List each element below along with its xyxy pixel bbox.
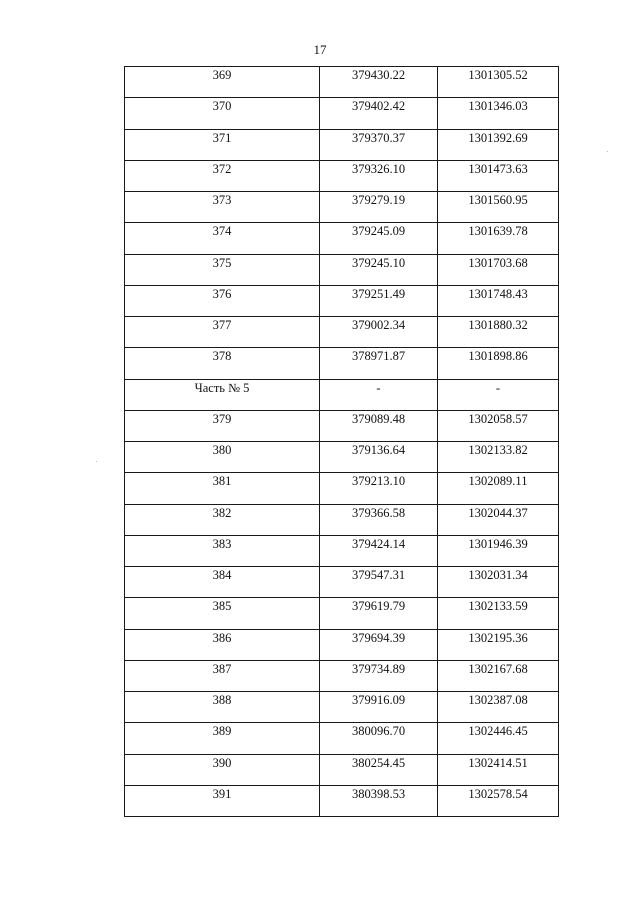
point-number-cell [125,754,320,785]
cell-text: 1301880.32 [468,318,528,332]
point-number-cell [125,348,320,379]
x-coordinate-cell [320,504,438,535]
table-row [125,567,559,598]
cell-text: 379430.22 [351,68,406,82]
table-row [125,785,559,816]
cell-text: 379 [212,411,232,426]
x-coordinate-cell [320,473,438,504]
point-number-cell [125,629,320,660]
cell-text: 1302167.68 [468,661,528,676]
point-number-cell [125,410,320,441]
cell-text: 1301946.39 [468,536,528,551]
cell-text: 379916.09 [351,693,406,707]
y-coordinate-cell [438,567,559,598]
point-number-cell [125,442,320,473]
cell-text: 1302058.57 [468,411,528,426]
cell-text: 379402.42 [351,99,406,114]
y-coordinate-cell [438,98,559,129]
cell-text: 385 [212,599,232,614]
point-number-cell [125,160,320,191]
y-coordinate-cell [438,160,559,191]
point-number-cell [125,567,320,598]
y-coordinate-cell [438,317,559,348]
table-row [125,285,559,316]
cell-text: 1302414.51 [468,755,528,770]
coordinates-table [124,66,559,817]
cell-text: 391 [212,786,232,801]
x-coordinate-cell [320,348,438,379]
cell-text: - [376,380,381,395]
cell-text: 379136.64 [351,443,406,457]
cell-text: 379694.39 [351,630,406,645]
cell-text: 373 [212,193,232,207]
cell-text: 382 [212,505,232,520]
cell-text: 375 [212,255,232,270]
table-row [125,317,559,348]
cell-text: Часть № 5 [194,380,250,395]
cell-text: 379213.10 [351,474,406,489]
cell-text: 379370.37 [351,130,406,145]
cell-text: 380398.53 [351,786,406,801]
point-number-cell [125,692,320,723]
cell-text: 1301392.69 [468,130,528,145]
y-coordinate-cell [438,473,559,504]
y-coordinate-cell [438,692,559,723]
cell-text: 379619.79 [351,599,406,614]
cell-text: 1301346.03 [468,99,528,114]
cell-text: 1301748.43 [468,286,528,301]
y-coordinate-cell [438,254,559,285]
point-number-cell [125,785,320,816]
cell-text: 390 [212,755,232,770]
cell-text: 389 [212,724,232,739]
cell-text: 378971.87 [351,349,406,364]
cell-text: 1302133.82 [468,443,528,457]
table-row [125,192,559,223]
scan-speck [96,461,97,462]
x-coordinate-cell [320,192,438,223]
x-coordinate-cell [320,723,438,754]
y-coordinate-cell [438,598,559,629]
table-row [125,160,559,191]
point-number-cell [125,317,320,348]
cell-text: 379424.14 [351,536,406,551]
table-row [125,223,559,254]
cell-text: 1301898.86 [468,349,528,364]
x-coordinate-cell [320,129,438,160]
table-row [125,660,559,691]
x-coordinate-cell [320,98,438,129]
scan-speck [607,151,608,152]
cell-text: 1302446.45 [468,724,528,739]
point-number-cell [125,98,320,129]
table-row [125,723,559,754]
page-number: 17 [313,42,327,57]
cell-text: 378 [212,349,232,364]
y-coordinate-cell [438,67,559,98]
y-coordinate-cell [438,629,559,660]
table-row [125,629,559,660]
cell-text: 387 [212,661,232,676]
table-row [125,254,559,285]
cell-text: 1302044.37 [468,505,528,520]
point-number-cell [125,660,320,691]
cell-text: 1301305.52 [468,68,528,82]
cell-text: 1302578.54 [468,786,528,801]
y-coordinate-cell [438,192,559,223]
y-coordinate-cell [438,410,559,441]
table-row [125,67,559,98]
point-number-cell [125,285,320,316]
cell-text: 379279.19 [351,193,406,207]
x-coordinate-cell [320,379,438,410]
cell-text: 369 [212,68,232,82]
cell-text: 370 [212,99,232,114]
cell-text: 379251.49 [351,286,406,301]
table-row [125,598,559,629]
cell-text: 1302089.11 [468,474,528,489]
x-coordinate-cell [320,660,438,691]
table-row [125,129,559,160]
cell-text: 379245.09 [351,224,406,239]
cell-text: 1302387.08 [468,693,528,707]
y-coordinate-cell [438,660,559,691]
cell-text: 374 [212,224,232,239]
cell-text: 379245.10 [351,255,406,270]
x-coordinate-cell [320,442,438,473]
cell-text: 380 [212,443,232,457]
table-row [125,379,559,410]
table-row [125,754,559,785]
cell-text: 1302031.34 [468,568,528,582]
x-coordinate-cell [320,410,438,441]
cell-text: 1302195.36 [468,630,528,645]
point-number-cell [125,504,320,535]
table-row [125,535,559,566]
point-number-cell [125,223,320,254]
cell-text: 1302133.59 [468,599,528,614]
x-coordinate-cell [320,535,438,566]
table-row [125,442,559,473]
table-row [125,504,559,535]
cell-text: 377 [212,318,232,332]
point-number-cell [125,723,320,754]
cell-text: 372 [212,161,232,176]
y-coordinate-cell [438,223,559,254]
x-coordinate-cell [320,692,438,723]
x-coordinate-cell [320,254,438,285]
y-coordinate-cell [438,754,559,785]
cell-text: 380254.45 [351,755,406,770]
x-coordinate-cell [320,629,438,660]
x-coordinate-cell [320,285,438,316]
point-number-cell [125,67,320,98]
table-row [125,410,559,441]
cell-text: 379547.31 [351,568,406,582]
x-coordinate-cell [320,223,438,254]
y-coordinate-cell [438,348,559,379]
cell-text: 379089.48 [351,411,406,426]
y-coordinate-cell [438,442,559,473]
cell-text: 381 [212,474,232,489]
cell-text: 1301473.63 [468,161,528,176]
x-coordinate-cell [320,754,438,785]
cell-text: 376 [212,286,232,301]
x-coordinate-cell [320,567,438,598]
cell-text: 386 [212,630,232,645]
cell-text: 1301639.78 [468,224,528,239]
point-number-cell [125,192,320,223]
cell-text: - [495,380,501,395]
point-number-cell [125,473,320,504]
y-coordinate-cell [438,723,559,754]
cell-text: 383 [212,536,232,551]
point-number-cell [125,129,320,160]
cell-text: 379734.89 [351,661,406,676]
y-coordinate-cell [438,785,559,816]
table-row [125,348,559,379]
cell-text: 1301703.68 [468,255,528,270]
coordinates-table-body [125,67,559,817]
cell-text: 384 [212,568,232,582]
y-coordinate-cell [438,285,559,316]
point-number-cell [125,379,320,410]
x-coordinate-cell [320,317,438,348]
y-coordinate-cell [438,379,559,410]
y-coordinate-cell [438,504,559,535]
point-number-cell [125,598,320,629]
x-coordinate-cell [320,598,438,629]
x-coordinate-cell [320,67,438,98]
point-number-cell [125,254,320,285]
table-row [125,98,559,129]
cell-text: 379002.34 [351,318,406,332]
cell-text: 380096.70 [351,724,406,739]
x-coordinate-cell [320,160,438,191]
x-coordinate-cell [320,785,438,816]
y-coordinate-cell [438,535,559,566]
cell-text: 1301560.95 [468,193,528,207]
y-coordinate-cell [438,129,559,160]
cell-text: 371 [212,130,232,145]
cell-text: 388 [212,693,232,707]
table-row [125,473,559,504]
cell-text: 379366.58 [351,505,406,520]
point-number-cell [125,535,320,566]
cell-text: 379326.10 [351,161,406,176]
table-row [125,692,559,723]
